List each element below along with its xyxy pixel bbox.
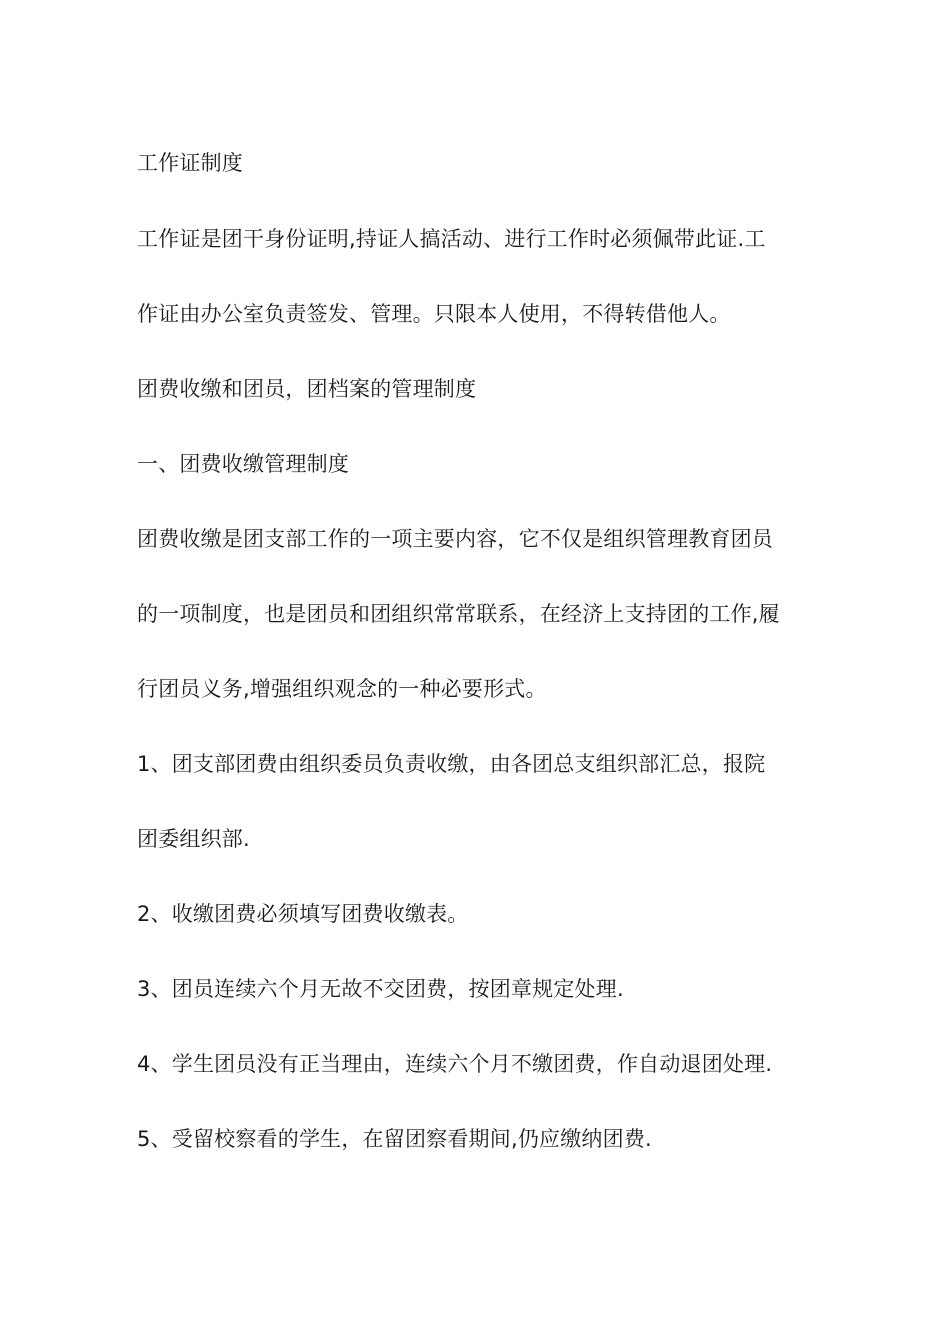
list-item: 3、团员连续六个月无故不交团费，按团章规定处理. — [137, 977, 624, 1001]
section-heading-dues: 一、团费收缴管理制度 — [137, 452, 349, 476]
list-item-continuation: 团委组织部. — [137, 827, 250, 851]
paragraph-line: 工作证是团干身份证明,持证人搞活动、进行工作时必须佩带此证.工 — [137, 227, 766, 251]
heading-work-id-system: 工作证制度 — [137, 151, 243, 175]
list-item: 1、团支部团费由组织委员负责收缴，由各团总支组织部汇总，报院 — [137, 752, 766, 776]
paragraph-line: 团费收缴是团支部工作的一项主要内容，它不仅是组织管理教育团员 — [137, 527, 773, 551]
paragraph-line: 作证由办公室负责签发、管理。只限本人使用，不得转借他人。 — [137, 302, 731, 326]
paragraph-line: 行团员义务,增强组织观念的一种必要形式。 — [137, 677, 547, 701]
list-item: 5、受留校察看的学生，在留团察看期间,仍应缴纳团费. — [137, 1127, 652, 1151]
list-item: 2、收缴团费必须填写团费收缴表。 — [137, 902, 469, 926]
list-item: 4、学生团员没有正当理由，连续六个月不缴团费，作自动退团处理. — [137, 1052, 773, 1076]
heading-dues-and-records: 团费收缴和团员，团档案的管理制度 — [137, 377, 477, 401]
paragraph-line: 的一项制度，也是团员和团组织常常联系，在经济上支持团的工作,履 — [137, 602, 780, 626]
